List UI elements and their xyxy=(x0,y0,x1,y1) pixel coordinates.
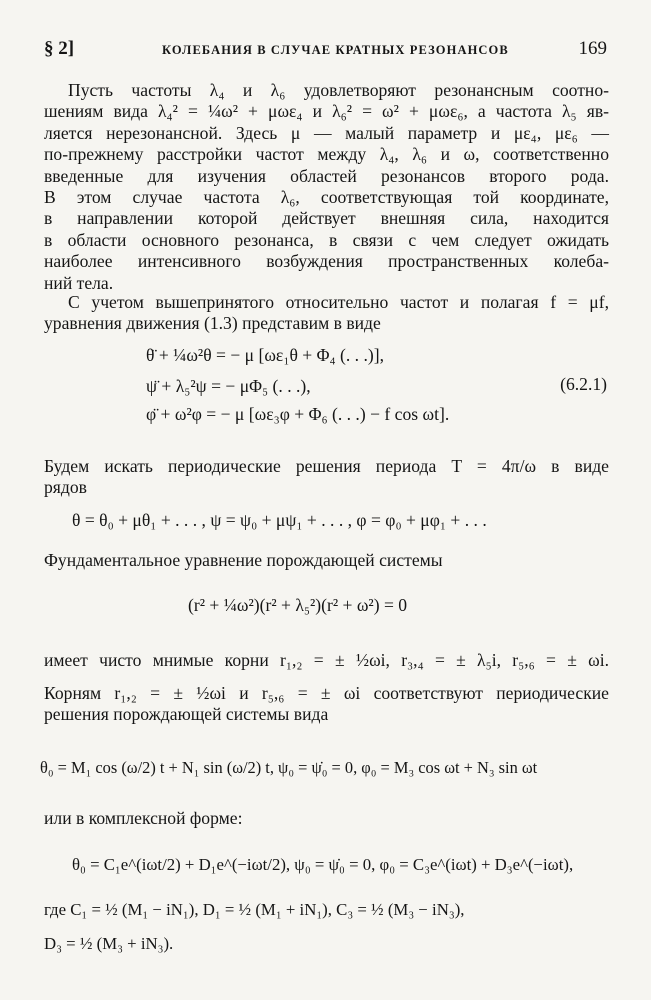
equation-theta: θ̈ + ¼ω²θ = − μ [ωε₁θ + Φ₄ (. . .)], xyxy=(146,345,384,365)
text-line: шениям вида λ₄² = ¼ω² + μωε₄ и λ₆² = ω² + μωε₆, а частота λ₅ яв- xyxy=(44,101,609,122)
coefficients-line: где C₁ = ½ (M₁ − iN₁), D₁ = ½ (M₁ + iN₁), C₃ = ½ (M₃ − iN₃), xyxy=(44,900,465,919)
text-line: Корням r₁,₂ = ± ½ωi и r₅,₆ = ± ωi соответствуют периодические xyxy=(44,683,609,703)
section-number: § 2] xyxy=(44,38,75,59)
text-line: Будем искать периодические решения периода T = 4π/ω в виде xyxy=(44,456,609,476)
generating-solution-equation: θ₀ = M₁ cos (ω/2) t + N₁ sin (ω/2) t, ψ₀ = ψ̇₀ = 0, φ₀ = M₃ cos ωt + N₃ sin ωt xyxy=(40,758,538,777)
text-line: в направлении которой действует внешняя сила, находится xyxy=(44,208,609,229)
text-line: Пусть частоты λ₄ и λ₆ удовлетворяют резонансным соотно- xyxy=(68,80,609,100)
text-line: С учетом вышепринятого относительно частот и полагая f = μf, xyxy=(68,292,609,312)
complex-form-equation: θ₀ = C₁e^(iωt/2) + D₁e^(−iωt/2), ψ₀ = ψ̇₀ = 0, φ₀ = C₃e^(iωt) + D₃e^(−iωt), xyxy=(72,855,574,874)
text-line: имеет чисто мнимые корни r₁,₂ = ± ½ωi, r₃,₄ = ± λ₅i, r₅,₆ = ± ωi. xyxy=(44,650,609,670)
paragraph-complex-form xyxy=(44,808,609,829)
equation-phi: φ̈ + ω²φ = − μ [ωε₃φ + Φ₆ (. . .) − f cos ωt]. xyxy=(146,404,450,424)
text-line: по-прежнему расстройки частот между λ₄, λ₆ и ω, соответственно xyxy=(44,144,609,165)
equation-number: (6.2.1) xyxy=(560,374,607,394)
text-line: ний тела. xyxy=(44,272,114,293)
paragraph-resonance-conditions xyxy=(44,80,609,294)
series-expansion-equation: θ = θ₀ + μθ₁ + . . . , ψ = ψ₀ + μψ₁ + . . . , φ = φ₀ + μφ₁ + . . . xyxy=(72,510,487,530)
text-line: или в комплексной форме: xyxy=(44,808,243,828)
text-line: Фундаментальное уравнение порождающей системы xyxy=(44,550,443,570)
text-line: введенные для изучения областей резонансов второго рода. xyxy=(44,165,609,186)
paragraph-equations-intro xyxy=(44,292,609,335)
fundamental-equation: (r² + ¼ω²)(r² + λ₅²)(r² + ω²) = 0 xyxy=(188,595,408,615)
text-line: уравнения движения (1.3) представим в виде xyxy=(44,313,381,334)
text-line: рядов xyxy=(44,477,87,498)
paragraph-fundamental-eq-intro xyxy=(44,550,609,571)
paragraph-roots xyxy=(44,650,609,671)
paragraph-corresponding-solutions xyxy=(44,683,609,726)
coefficients-line: D₃ = ½ (M₃ + iN₃). xyxy=(44,934,174,953)
paragraph-periodic-solutions xyxy=(44,456,609,499)
page-number: 169 xyxy=(578,38,607,59)
chapter-title: КОЛЕБАНИЯ В СЛУЧАЕ КРАТНЫХ РЕЗОНАНСОВ xyxy=(162,43,509,57)
text-line: решения порождающей системы вида xyxy=(44,704,329,725)
text-line: наиболее интенсивного возбуждения пространственных колеба- xyxy=(44,251,609,272)
equation-psi: ψ̈ + λ₅²ψ = − μΦ₅ (. . .), xyxy=(146,376,311,396)
text-line: ляется нерезонансной. Здесь μ — малый параметр и με₄, με₆ — xyxy=(44,122,609,143)
running-header xyxy=(44,38,607,64)
text-line: в области основного резонанса, в связи с чем следует ожидать xyxy=(44,229,609,250)
text-line: В этом случае частота λ₆, соответствующая той координате, xyxy=(44,187,609,208)
